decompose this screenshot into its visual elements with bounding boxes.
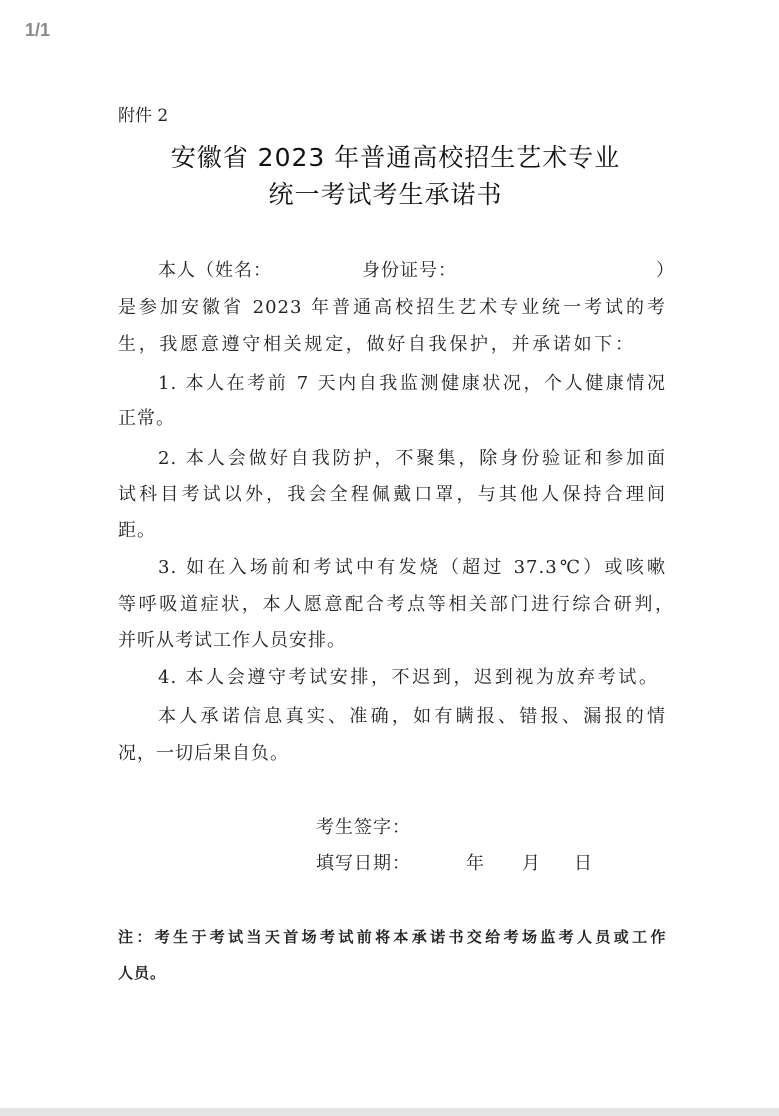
page-indicator: 1/1 xyxy=(25,20,51,40)
name-label: 本人（姓名： xyxy=(158,260,272,281)
date-month-label: 月 xyxy=(522,853,541,874)
item-3-line-1: 3. 如在入场前和考试中有发烧（超过 37.3℃）或咳嗽 xyxy=(158,557,666,578)
date-day-label: 日 xyxy=(574,853,593,874)
document-title-line-1: 安徽省 2023 年普通高校招生艺术专业 xyxy=(170,143,621,172)
item-2-line-1: 2. 本人会做好自我防护，不聚集，除身份验证和参加面 xyxy=(158,448,666,469)
item-3-line-3: 并听从考试工作人员安排。 xyxy=(118,630,346,651)
viewer-bottom-bar xyxy=(0,1108,779,1116)
closing-line-2: 况，一切后果自负。 xyxy=(118,743,289,764)
signature-label: 考生签字： xyxy=(316,817,411,838)
item-2-line-3: 距。 xyxy=(118,520,156,541)
closing-line-1: 本人承诺信息真实、准确，如有瞒报、错报、漏报的情 xyxy=(158,706,666,727)
fill-date-label: 填写日期： xyxy=(316,853,411,874)
document-title-line-2: 统一考试考生承诺书 xyxy=(268,180,503,209)
intro-line-3: 生，我愿意遵守相关规定，做好自我保护，并承诺如下： xyxy=(118,334,634,355)
item-3-line-2: 等呼吸道症状，本人愿意配合考点等相关部门进行综合研判， xyxy=(118,594,674,615)
id-number-label: 身份证号： xyxy=(362,260,457,281)
intro-close-paren: ） xyxy=(656,260,675,281)
note-line-2: 人员。 xyxy=(118,964,167,982)
item-1-line-2: 正常。 xyxy=(118,408,175,429)
note-line-1: 注：考生于考试当天首场考试前将本承诺书交给考场监考人员或工作 xyxy=(118,928,666,946)
item-4-line-1: 4. 本人会遵守考试安排，不迟到，迟到视为放弃考试。 xyxy=(158,667,658,688)
date-year-label: 年 xyxy=(466,853,485,874)
item-2-line-2: 试科目考试以外，我会全程佩戴口罩，与其他人保持合理间 xyxy=(118,484,666,505)
item-1-line-1: 1. 本人在考前 7 天内自我监测健康状况，个人健康情况 xyxy=(158,373,666,394)
intro-line-2: 是参加安徽省 2023 年普通高校招生艺术专业统一考试的考 xyxy=(118,297,666,318)
attachment-label: 附件 2 xyxy=(118,106,169,126)
